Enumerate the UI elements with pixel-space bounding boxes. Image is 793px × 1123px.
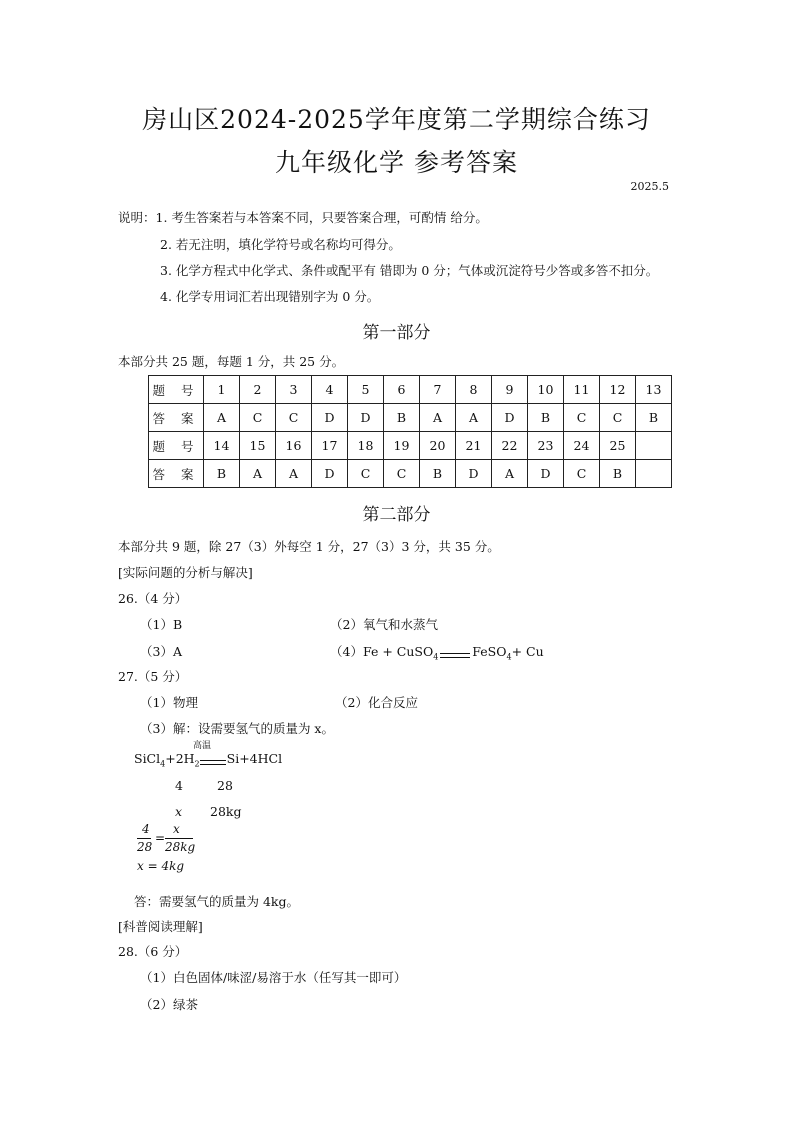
table-cell: 7 [420,376,456,404]
table-cell: 9 [492,376,528,404]
table-cell: 23 [528,432,564,460]
table-cell: B [420,460,456,488]
answer-table [148,375,672,488]
known-mass: 28kg [210,804,242,819]
q27-answer-3: （3）解：设需要氢气的质量为 x。 [140,721,334,736]
table-cell: A [492,460,528,488]
note-2: 2. 若无注明，填化学符号或名称均可得分。 [160,237,401,252]
table-cell: A [456,404,492,432]
table-cell: C [276,404,312,432]
table-row [149,404,672,432]
equation-product: FeSO [472,644,507,659]
equation-product: Si+4HCl [226,751,283,766]
table-cell: 3 [276,376,312,404]
q27-head: 27.（5 分） [118,669,188,684]
q28-answer-1: （1）白色固体/味涩/易溶于水（任写其一即可） [140,970,407,985]
document-subtitle: 九年级化学 参考答案 [275,148,518,177]
q26-answer-4 [330,642,544,662]
note-3: 3. 化学方程式中化学式、条件或配平有 错即为 0 分；气体或沉淀符号少答或多答不扣分。 [160,263,659,278]
frac-equals: = [155,831,166,845]
equation-reactant: SiCl [134,751,161,766]
part2-intro: 本部分共 9 题，除 27（3）外每空 1 分，27（3）3 分，共 35 分。 [118,539,500,554]
table-cell: 16 [276,432,312,460]
mass-ratio-si: 28 [217,778,233,793]
table-cell: B [600,460,636,488]
table-row [149,432,672,460]
table-cell [636,460,672,488]
table-cell: D [528,460,564,488]
table-cell: 19 [384,432,420,460]
q28-answer-2: （2）绿茶 [140,997,198,1012]
table-cell: 1 [204,376,240,404]
subscript: 4 [433,652,439,662]
label-question-number: 题 号 [149,376,204,404]
table-cell: B [528,404,564,432]
table-cell: D [312,404,348,432]
q26-answer-1: （1）B [140,617,183,632]
equation-left: （4）Fe + CuSO [330,644,434,659]
q26-answer-2: （2）氧气和水蒸气 [330,617,438,632]
document-title: 房山区2024-2025学年度第二学期综合练习 [142,105,651,134]
table-row [149,460,672,488]
label-answer: 答 案 [149,460,204,488]
table-cell: C [240,404,276,432]
table-cell: A [420,404,456,432]
q26-head: 26.（4 分） [118,591,188,606]
table-cell: 18 [348,432,384,460]
table-cell: 6 [384,376,420,404]
frac-den-left: 28 [137,840,153,854]
equation-reactant: +2H [165,751,195,766]
unknown-x: x [175,804,183,819]
table-cell: 12 [600,376,636,404]
table-cell: 15 [240,432,276,460]
table-cell: 25 [600,432,636,460]
table-cell: 10 [528,376,564,404]
frac-num-right: x [173,822,180,836]
table-cell: D [348,404,384,432]
table-cell: B [636,404,672,432]
table-cell: 11 [564,376,600,404]
table-cell: C [348,460,384,488]
q27-final-answer: 答：需要氢气的质量为 4kg。 [134,894,300,909]
part1-heading: 第一部分 [362,323,431,343]
mass-ratio-h2: 4 [175,778,183,793]
note-4: 4. 化学专用词汇若出现错别字为 0 分。 [160,289,380,304]
table-cell: D [456,460,492,488]
table-cell: C [564,460,600,488]
section-heading-practical: [实际问题的分析与解决] [118,565,253,580]
q28-head: 28.（6 分） [118,944,188,959]
table-cell: 20 [420,432,456,460]
note-1: 说明：1. 考生答案若与本答案不同，只要答案合理，可酌情 给分。 [118,210,488,225]
table-cell: 5 [348,376,384,404]
subscript: 4 [506,652,512,662]
frac-num-left: 4 [142,822,150,836]
part2-heading: 第二部分 [362,505,431,525]
table-cell: C [600,404,636,432]
table-cell: A [240,460,276,488]
section-heading-reading: [科普阅读理解] [118,919,203,934]
table-cell: 13 [636,376,672,404]
result-x: x = 4kg [137,859,185,873]
table-cell: 4 [312,376,348,404]
table-cell: B [384,404,420,432]
table-cell: 24 [564,432,600,460]
document-date: 2025.5 [630,180,669,193]
table-cell: D [492,404,528,432]
table-cell: C [564,404,600,432]
table-cell: A [276,460,312,488]
table-cell: D [312,460,348,488]
label-answer: 答 案 [149,404,204,432]
table-cell: A [204,404,240,432]
table-cell: 8 [456,376,492,404]
subscript: 4 [160,759,166,769]
q27-answer-2: （2）化合反应 [335,695,418,710]
q27-equation [134,751,282,769]
equation-right: + Cu [511,644,544,659]
table-cell: 2 [240,376,276,404]
subscript: 2 [194,759,200,769]
reaction-condition: 高温 [193,741,212,751]
part1-intro: 本部分共 25 题，每题 1 分，共 25 分。 [118,354,345,369]
table-cell: 21 [456,432,492,460]
table-row [149,376,672,404]
table-cell: 17 [312,432,348,460]
label-question-number: 题 号 [149,432,204,460]
frac-den-right: 28kg [165,840,196,854]
table-cell: C [384,460,420,488]
table-cell: 22 [492,432,528,460]
table-cell: B [204,460,240,488]
q27-answer-1: （1）物理 [140,695,198,710]
table-cell: 14 [204,432,240,460]
table-cell [636,432,672,460]
q26-answer-3: （3）A [140,644,182,659]
